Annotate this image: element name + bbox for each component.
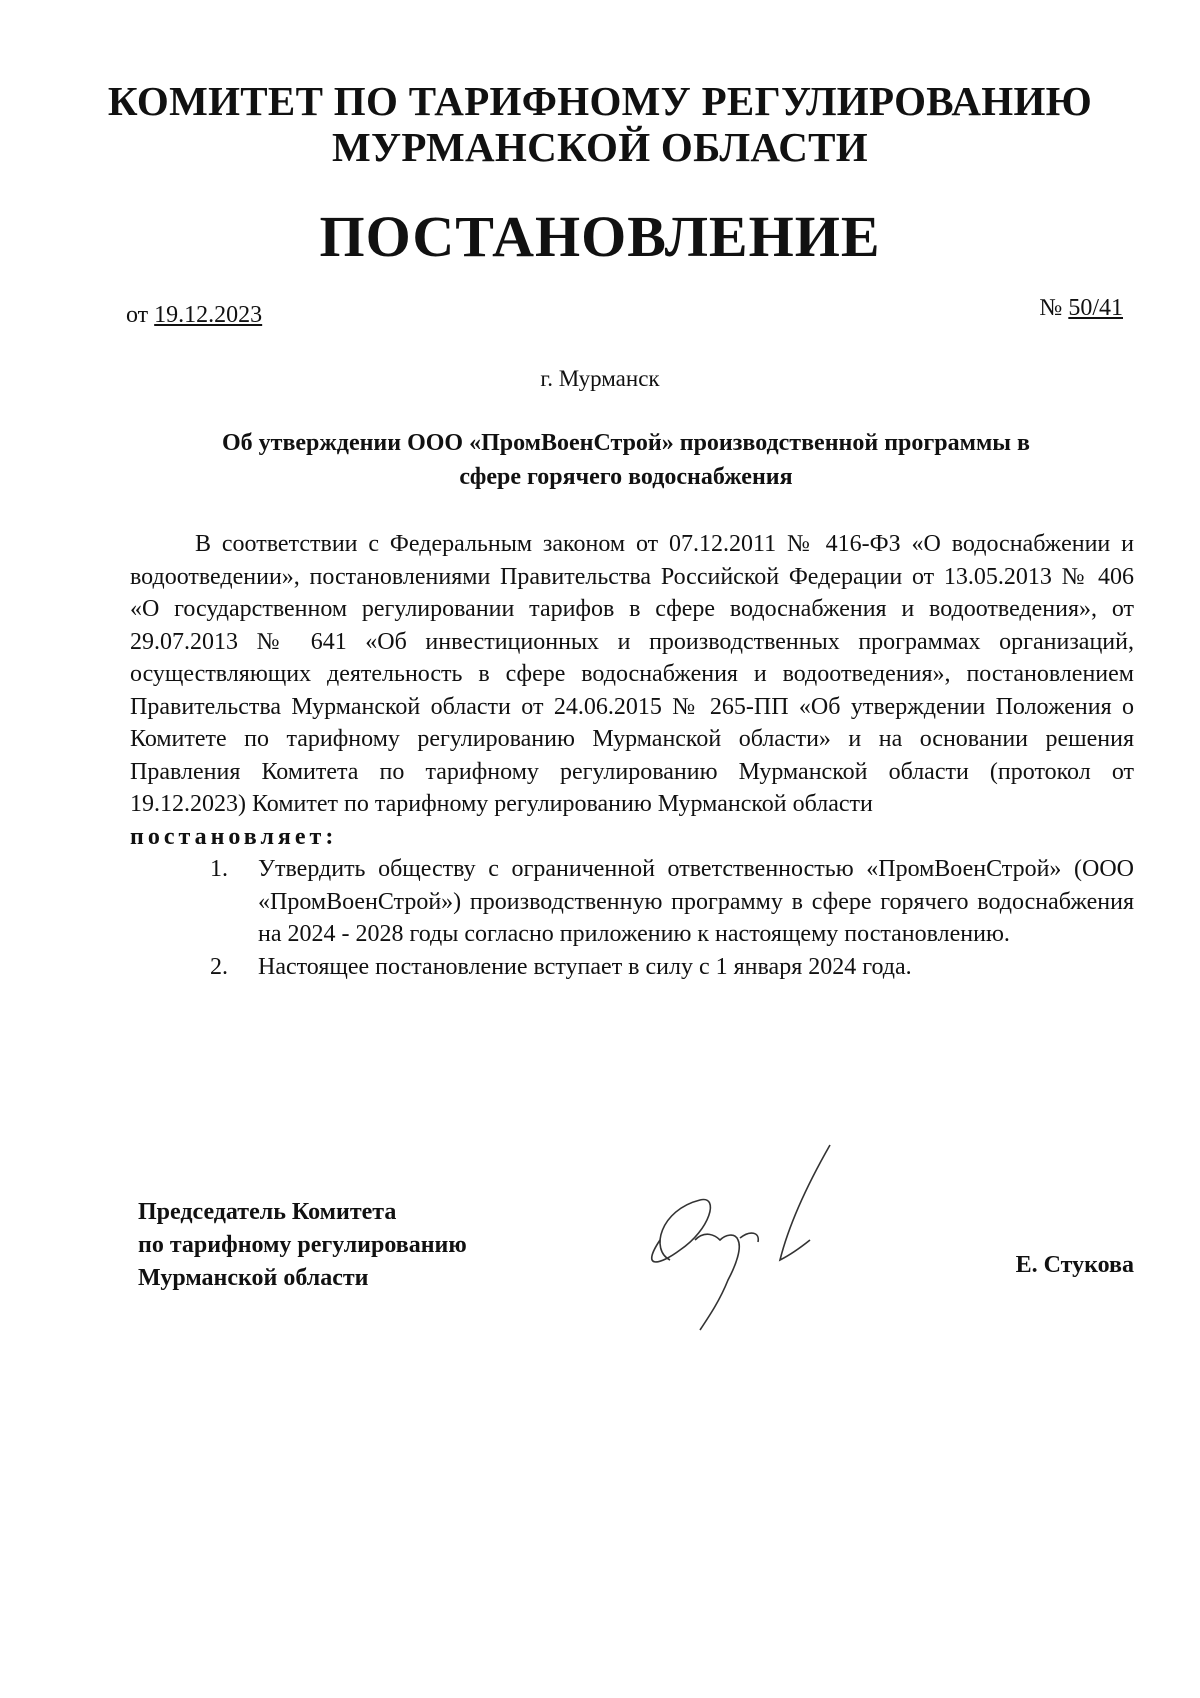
date-prefix: от <box>126 302 149 328</box>
document-subject <box>130 426 1122 494</box>
committee-heading <box>0 78 1200 170</box>
signatory-title <box>138 1196 467 1295</box>
number-prefix: № <box>1039 295 1063 321</box>
number-value: 50/41 <box>1068 295 1123 321</box>
document-type-title: ПОСТАНОВЛЕНИЕ <box>319 204 881 269</box>
document-date <box>126 302 262 329</box>
signatory-name: Е. Стукова <box>1015 1252 1134 1278</box>
preamble-paragraph: В соответствии с Федеральным законом от 07.12.2011 № 416-ФЗ «О водоснабжении и водоотведении», постановлениями Правительства Российской Федерации от 13.05.2013 № 406 «О государственном регулировании тарифов в сфере водоснабжения и водоотведения», от 29.07.2013 № 641 «Об инвестиционных и производственных программах организаций, осуществляющих деятельность в сфере водоснабжения и водоотведения», постановлением Правительства Мурманской области от 24.06.2015 № 265-ПП «Об утверждении Положения о Комитете по тарифному регулированию Мурманской области» и на основании решения Правления Комитета по тарифному регулированию Мурманской области (протокол от 19.12.2023) Комитет по тарифному регулированию Мурманской области <box>130 531 1134 817</box>
city: г. Мурманск <box>540 366 660 391</box>
committee-line-2: МУРМАНСКОЙ ОБЛАСТИ <box>332 124 868 170</box>
signatory-title-line-3: Мурманской области <box>138 1265 369 1291</box>
item-2-number: 2. <box>210 953 228 980</box>
date-value: 19.12.2023 <box>154 302 263 328</box>
document-body <box>130 528 1134 983</box>
item-1-number: 1. <box>210 856 228 882</box>
decree-word: постановляет: <box>130 823 338 850</box>
subject-line-2: сфере горячего водоснабжения <box>459 464 793 490</box>
item-1-text: Утвердить обществу с ограниченной ответственностью «ПромВоенСтрой» (ООО «ПромВоенСтрой») производственную программу в сфере горячего водоснабжения на 2024 - 2028 годы согласно приложению к настоящему постановлению. <box>258 856 1134 947</box>
handwritten-signature <box>640 1140 840 1340</box>
list-item <box>130 853 1134 951</box>
subject-line-1: Об утверждении ООО «ПромВоенСтрой» производственной программы в <box>221 430 1031 456</box>
committee-line-1: КОМИТЕТ ПО ТАРИФНОМУ РЕГУЛИРОВАНИЮ <box>107 78 1093 124</box>
item-2-text: Настоящее постановление вступает в силу с 1 января 2024 года. <box>258 953 912 980</box>
list-item <box>130 951 1134 984</box>
signatory-title-line-2: по тарифному регулированию <box>138 1232 467 1258</box>
document-number <box>1039 295 1123 322</box>
signatory-title-line-1: Председатель Комитета <box>138 1199 397 1225</box>
